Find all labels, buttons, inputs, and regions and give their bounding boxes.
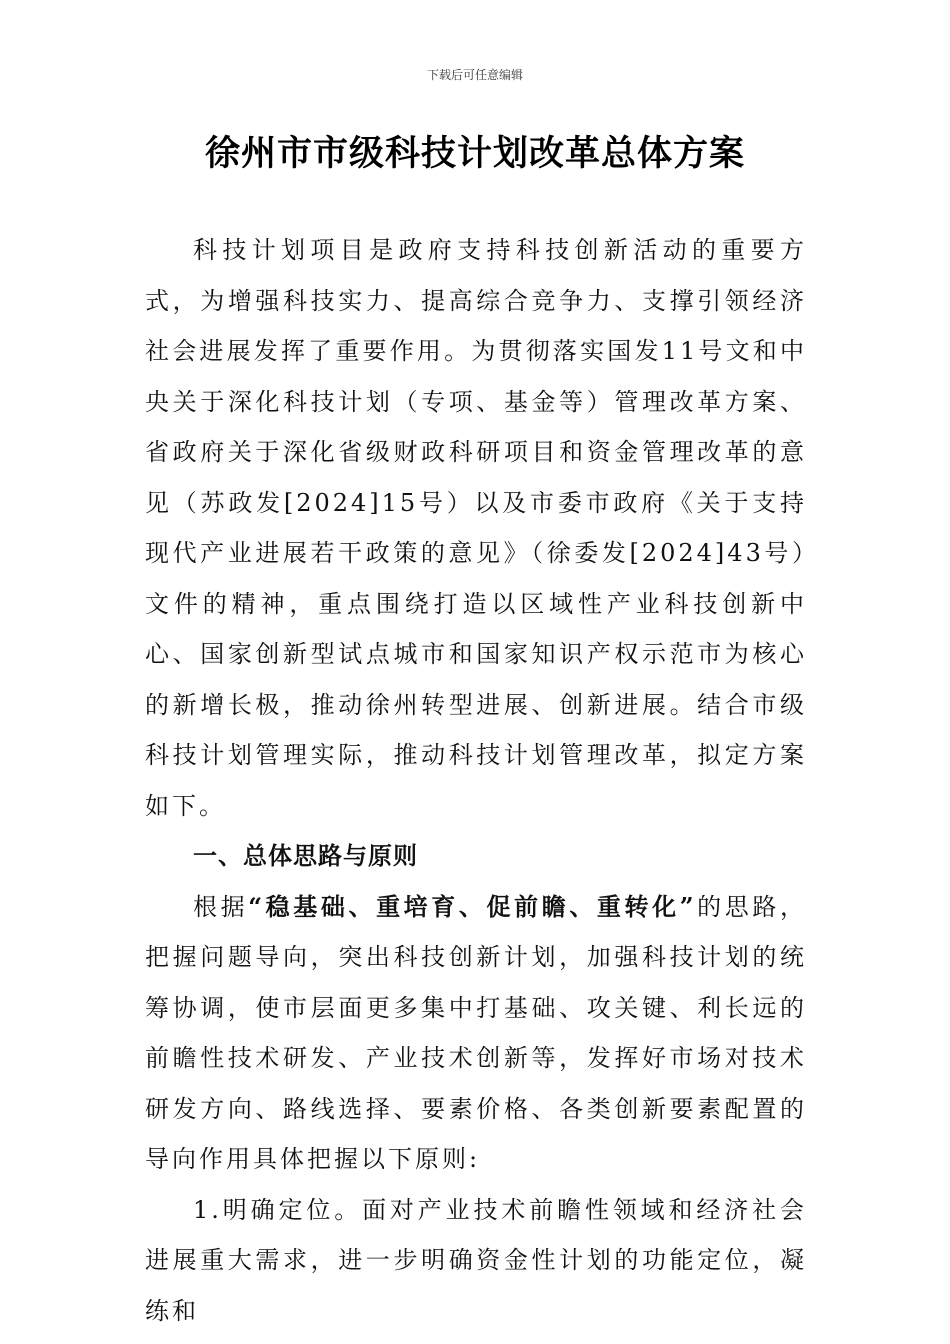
header-note: 下载后可任意编辑: [426, 68, 523, 82]
section-heading-1: 一、总体思路与原则: [193, 841, 418, 870]
intro-paragraph: 科技计划项目是政府支持科技创新活动的重要方式，为增强科技实力、提高综合竞争力、支撑引领经济社会进展发挥了重要作用。为贯彻落实国发11号文和中央关于深化科技计划（专项、基金等）管理改革方案、省政府关于深化省级财政科研项目和资金管理改革的意见（苏政发[2024]15号）以及市委市政府《关于支持现代产业进展若干政策的意见》（徐委发[2024]43号）文件的精神，重点围绕打造以区域性产业科技创新中心、国家创新型试点城市和国家知识产权示范市为核心的新增长极，推动徐州转型进展、创新进展。结合市级科技计划管理实际，推动科技计划管理改革，拟定方案如下。: [145, 236, 807, 820]
document-body: [145, 225, 807, 1336]
section1-lead: 根据: [193, 892, 249, 921]
document-title: 徐州市市级科技计划改革总体方案: [204, 133, 745, 174]
section1-emphasis: “稳基础、重培育、促前瞻、重转化”: [248, 891, 697, 921]
principle-1-paragraph: 1.明确定位。面对产业技术前瞻性领域和经济社会进展重大需求，进一步明确资金性计划的功能定位，凝练和: [145, 1195, 807, 1325]
section1-paragraph: [145, 882, 807, 1185]
section1-rest: 的思路，把握问题导向，突出科技创新计划，加强科技计划的统筹协调，使市层面更多集中打基础、攻关键、利长远的前瞻性技术研发、产业技术创新等，发挥好市场对技术研发方向、路线选择、要素价格、各类创新要素配置的导向作用具体把握以下原则:: [145, 892, 808, 1173]
